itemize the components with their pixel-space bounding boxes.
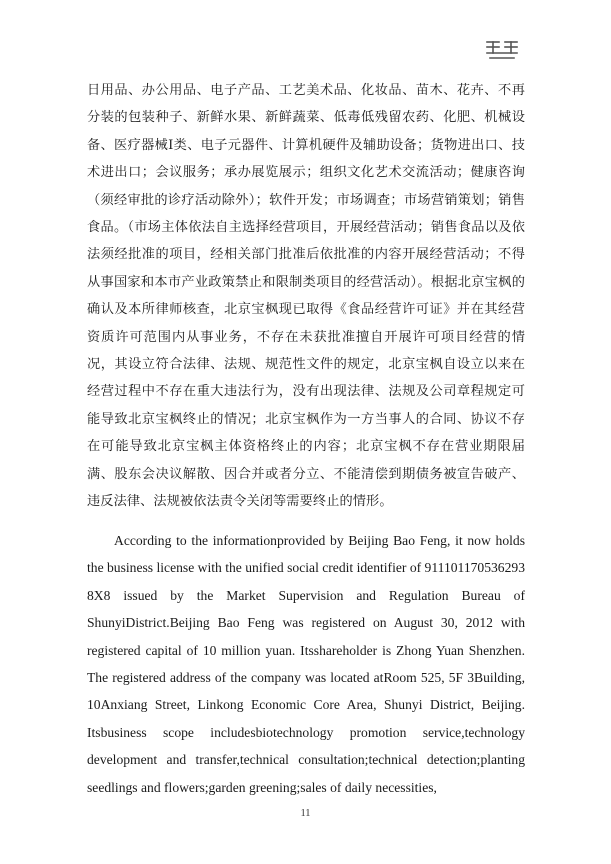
chinese-paragraph: 日用品、办公用品、电子产品、工艺美术品、化妆品、苗木、花卉、不再分装的包装种子、新鲜水果、新鲜蔬菜、低毒低残留农药、化肥、机械设备、医疗器械Ⅰ类、电子元器件、计算机硬件及辅助设备；货物进出口、技术进出口；会议服务；承办展览展示；组织文化艺术交流活动；健康咨询（须经审批的诊疗活动除外）；软件开发；市场调查；市场营销策划；销售食品。（市场主体依法自主选择经营项目，开展经营活动；销售食品以及依法须经批准的项目，经相关部门批准后依批准的内容开展经营活动；不得从事国家和本市产业政策禁止和限制类项目的经营活动）。根据北京宝枫的确认及本所律师核查，北京宝枫现已取得《食品经营许可证》并在其经营资质许可范围内从事业务，不存在未获批准擅自开展许可项目经营的情况，其设立符合法律、法规、规范性文件的规定，北京宝枫自设立以来在经营过程中不存在重大违法行为，没有出现法律、法规及公司章程规定可能导致北京宝枫终止的情况；北京宝枫作为一方当事人的合同、协议不存在可能导致北京宝枫主体资格终止的内容；北京宝枫不存在营业期限届满、股东会决议解散、因合并或者分立、不能清偿到期债务被宣告破产、违反法律、法规被依法责令关闭等需要终止的情形。	[87, 83, 525, 510]
chinese-body-text	[87, 77, 525, 516]
law-firm-logo-icon	[484, 38, 520, 62]
english-paragraph: According to the informationprovided by Beijing Bao Feng, it now holds the business license with the unified social credit identifier of 911101170536293 8X8 issued by the Market Supervision and Regulation Bureau of ShunyiDistrict.Beijing Bao Feng was registered on August 30, 2012 with registered capital of 10 million yuan. Itsshareholder is Zhong Yuan Shenzhen. The registered address of the company was located atRoom 525, 5F 3Building, 10Anxiang Street, Linkong Economic Core Area, Shunyi District, Beijing. Itsbusiness scope includesbiotechnology promotion service,technology development and transfer,technical consultation;technical detection;planting seedlings and flowers;garden greening;sales of daily necessities,	[87, 533, 525, 795]
page-number: 11	[300, 808, 311, 819]
english-body-text	[87, 527, 525, 801]
